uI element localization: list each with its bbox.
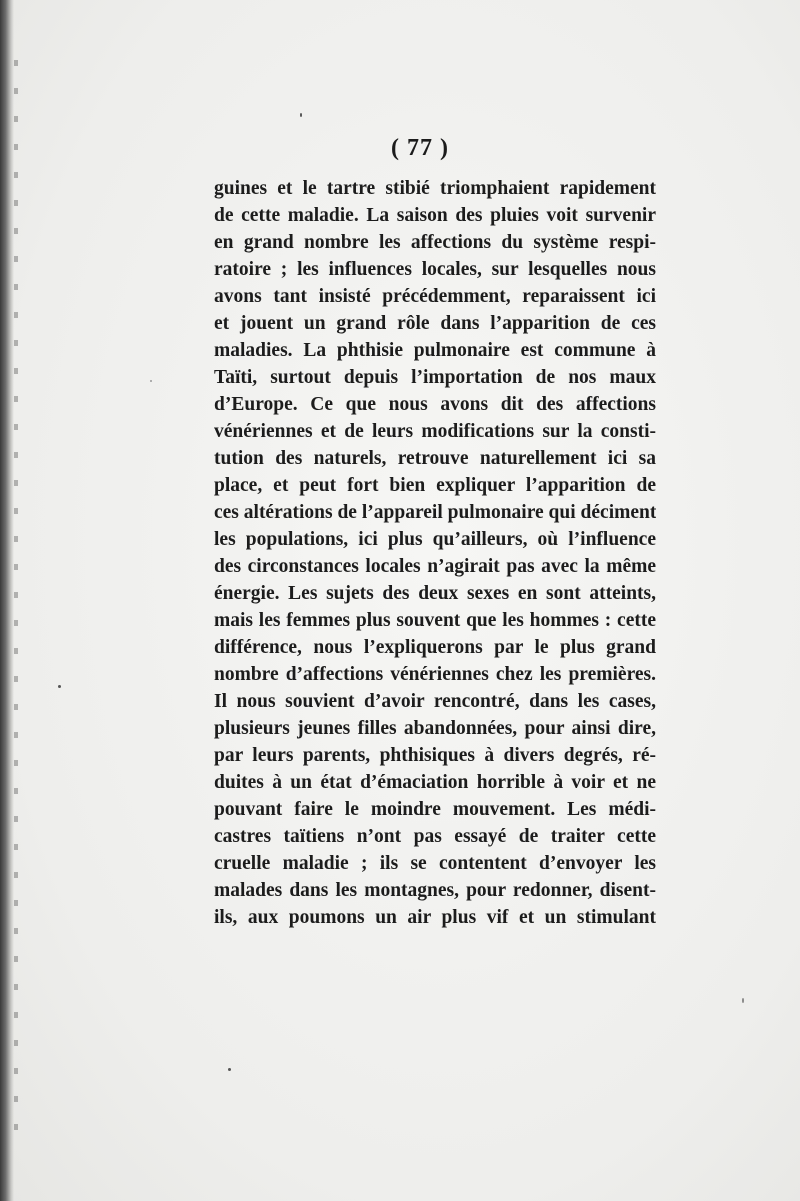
text-line: Il nous souvient d’avoir rencontré, dans les cases,	[214, 691, 656, 712]
text-line: pouvant faire le moindre mouvement. Les médi-	[214, 799, 656, 820]
text-line: ils, aux poumons un air plus vif et un stimulant	[214, 907, 656, 928]
body-text	[214, 175, 656, 931]
text-line: d’Europe. Ce que nous avons dit des affections	[214, 394, 656, 415]
text-line: mais les femmes plus souvent que les hommes : cette	[214, 610, 656, 631]
text-line: Taïti, surtout depuis l’importation de nos maux	[214, 367, 656, 388]
text-line: en grand nombre les affections du système respi-	[214, 232, 656, 253]
text-line: guines et le tartre stibié triomphaient rapidement	[214, 178, 656, 199]
text-line: les populations, ici plus qu’ailleurs, où l’influence	[214, 529, 656, 550]
text-line: nombre d’affections vénériennes chez les premières.	[214, 664, 656, 685]
text-line: énergie. Les sujets des deux sexes en sont atteints,	[214, 583, 656, 604]
text-line: maladies. La phthisie pulmonaire est commune à	[214, 340, 656, 361]
binding-edge	[0, 0, 14, 1201]
text-line: par leurs parents, phthisiques à divers degrés, ré-	[214, 745, 656, 766]
paper-speck	[300, 113, 302, 117]
paper-speck	[742, 998, 744, 1003]
text-line: différence, nous l’expliquerons par le plus grand	[214, 637, 656, 658]
text-line: vénériennes et de leurs modifications sur la consti-	[214, 421, 656, 442]
binding-marks	[14, 60, 18, 1140]
text-line: duites à un état d’émaciation horrible à voir et ne	[214, 772, 656, 793]
text-line: avons tant insisté précédemment, reparaissent ici	[214, 286, 656, 307]
text-line: plusieurs jeunes filles abandonnées, pour ainsi dire,	[214, 718, 656, 739]
text-line: castres taïtiens n’ont pas essayé de traiter cette	[214, 826, 656, 847]
text-line: ces altérations de l’appareil pulmonaire qui déciment	[214, 502, 656, 523]
text-line: place, et peut fort bien expliquer l’apparition de	[214, 475, 656, 496]
text-line: et jouent un grand rôle dans l’apparition de ces	[214, 313, 656, 334]
text-line: cruelle maladie ; ils se contentent d’envoyer les	[214, 853, 656, 874]
paper-speck	[58, 685, 61, 688]
text-line: de cette maladie. La saison des pluies voit survenir	[214, 205, 656, 226]
paper-speck	[150, 380, 152, 382]
page-number: ( 77 )	[391, 135, 449, 161]
paper-speck	[228, 1068, 231, 1071]
text-line: ratoire ; les influences locales, sur lesquelles nous	[214, 259, 656, 280]
text-line: tution des naturels, retrouve naturellement ici sa	[214, 448, 656, 469]
text-line: malades dans les montagnes, pour redonner, disent-	[214, 880, 656, 901]
text-line: des circonstances locales n’agirait pas avec la même	[214, 556, 656, 577]
